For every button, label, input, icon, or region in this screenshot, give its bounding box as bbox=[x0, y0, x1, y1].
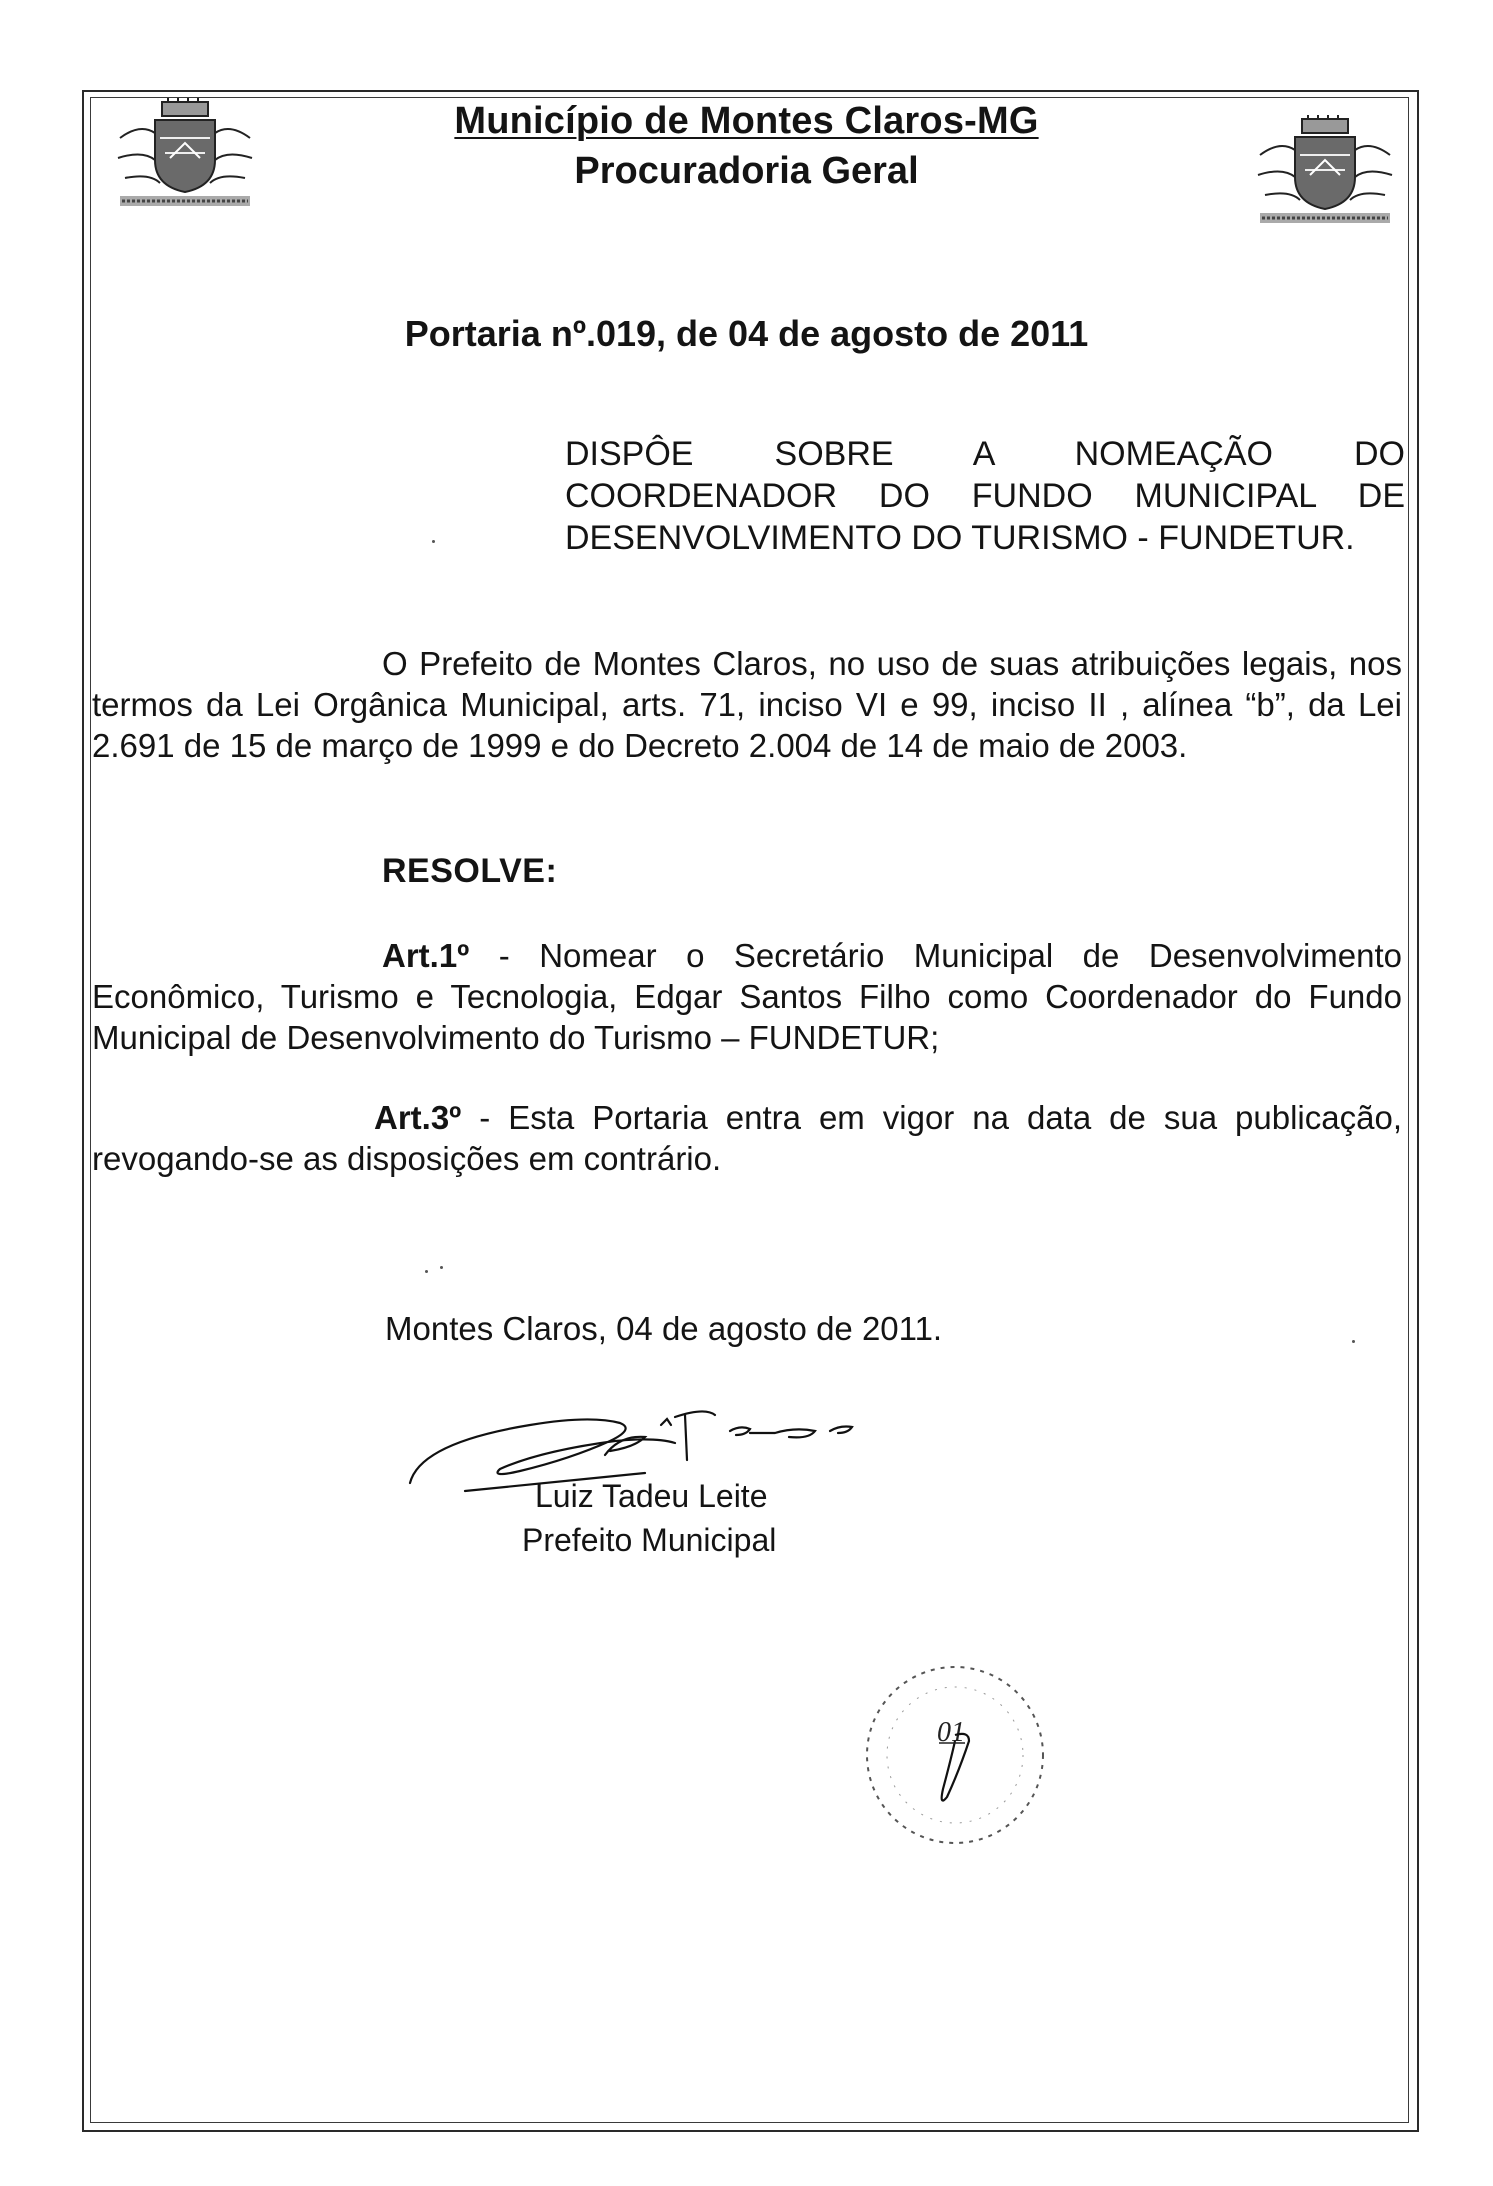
preamble-paragraph: O Prefeito de Montes Claros, no uso de suas atribuições legais, nos termos da Lei Orgânica Municipal, arts. 71, inciso VI e 99, inciso II , alínea “b”, da Lei 2.691 de 15 de março de 1999 e do Decreto 2.004 de 14 de maio de 2003. bbox=[92, 645, 1402, 764]
signer-name: Luiz Tadeu Leite bbox=[535, 1478, 768, 1514]
municipality-title: Município de Montes Claros-MG bbox=[454, 100, 1039, 142]
scan-speck bbox=[1352, 1340, 1355, 1343]
place-and-date: Montes Claros, 04 de agosto de 2011. bbox=[385, 1310, 943, 1347]
scan-speck bbox=[425, 1270, 428, 1273]
ementa-block bbox=[565, 433, 1405, 559]
portaria-heading: Portaria nº.019, de 04 de agosto de 2011 bbox=[404, 313, 1089, 354]
stamp-number: 01 bbox=[937, 1717, 965, 1748]
scan-speck bbox=[440, 1266, 443, 1269]
article-3-label: Art.3º bbox=[374, 1099, 462, 1136]
article-3-paragraph bbox=[92, 1097, 1402, 1179]
resolve-heading: RESOLVE: bbox=[382, 852, 558, 890]
signer-role: Prefeito Municipal bbox=[522, 1522, 777, 1558]
department-subtitle: Procuradoria Geral bbox=[574, 150, 919, 192]
scan-speck bbox=[432, 540, 435, 543]
ementa-line: DESENVOLVIMENTO DO TURISMO - FUNDETUR. bbox=[565, 519, 1355, 557]
article-1-text: - Nomear o Secretário Municipal de Desenvolvimento Econômico, Turismo e Tecnologia, Edgar Santos Filho como Coordenador do Fundo Municipal de Desenvolvimento do Turismo – FUNDETUR; bbox=[92, 937, 1402, 1056]
ementa-line: DISPÔE SOBRE A NOMEAÇÃO DO bbox=[565, 435, 1405, 473]
article-1-label: Art.1º bbox=[382, 937, 470, 974]
page-number-stamp-icon bbox=[855, 1655, 1055, 1855]
article-3-text: - Esta Portaria entra em vigor na data de sua publicação, revogando-se as disposições em contrário. bbox=[92, 1099, 1402, 1177]
ementa-line: COORDENADOR DO FUNDO MUNICIPAL DE bbox=[565, 477, 1405, 515]
article-1-paragraph bbox=[92, 935, 1402, 1058]
